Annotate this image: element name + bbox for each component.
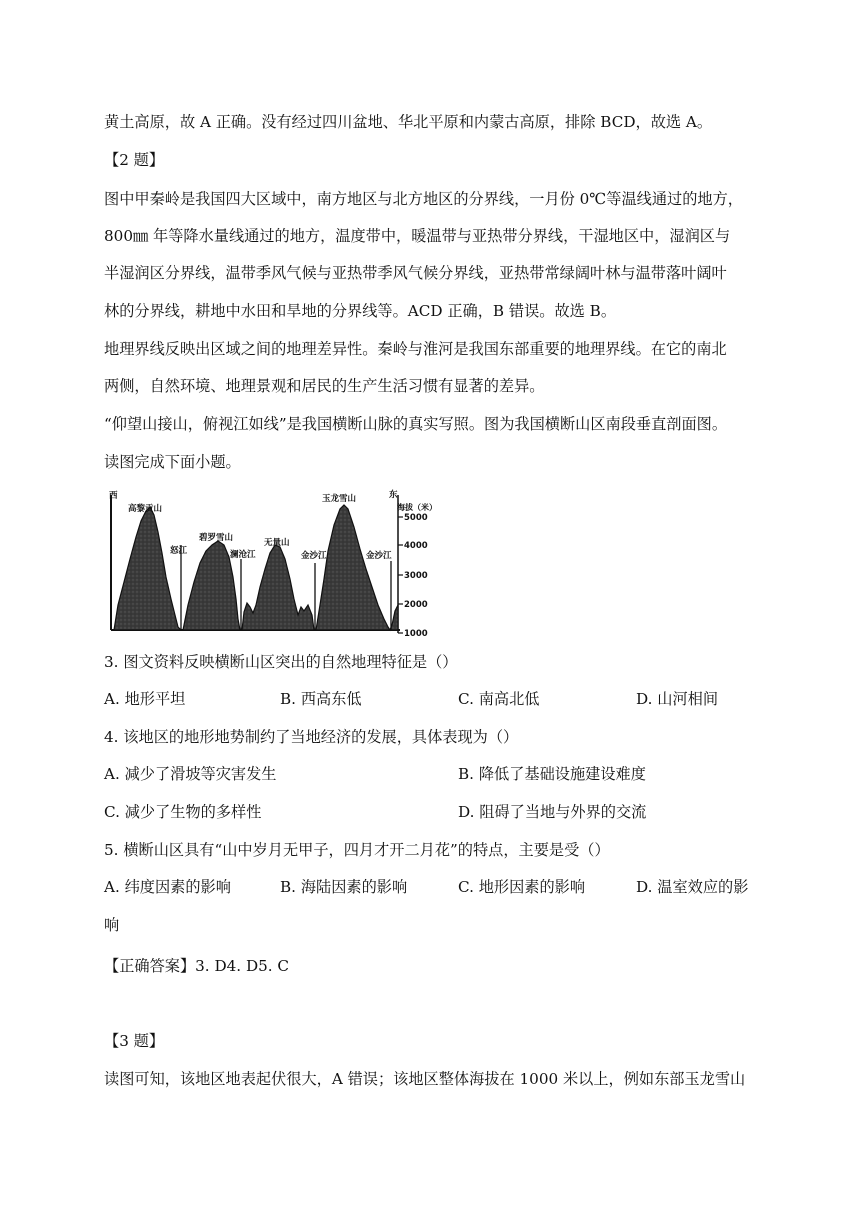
- question-4-option-d[interactable]: D. 阻碍了当地与外界的交流: [458, 803, 647, 821]
- paragraph-line: 800㎜ 年等降水量线通过的地方，温度带中，暖温带与亚热带分界线，干湿地区中，湿润区与: [104, 227, 731, 245]
- paragraph-line: 两侧，自然环境、地理景观和居民的生产生活习惯有显著的差异。: [104, 377, 545, 395]
- cross-section-figure: [108, 487, 456, 637]
- tick-label: 1000: [404, 629, 428, 637]
- correct-answer: 【正确答案】3. D4. D5. C: [104, 957, 290, 975]
- tick-label: 3000: [404, 571, 428, 581]
- river-label: 金沙江: [301, 551, 327, 561]
- paragraph-line: 读图完成下面小题。: [104, 453, 241, 471]
- river-label: 澜沧江: [230, 550, 256, 560]
- question-3-stem: 3. 图文资料反映横断山区突出的自然地理特征是（）: [104, 653, 458, 671]
- question-3-option-d[interactable]: D. 山河相间: [636, 690, 719, 708]
- paragraph-line: 半湿润区分界线，温带季风气候与亚热带季风气候分界线，亚热带常绿阔叶林与温带落叶阔叶: [104, 264, 727, 282]
- question-5-option-a[interactable]: A. 纬度因素的影响: [104, 878, 231, 896]
- paragraph-line: 读图可知，该地区地表起伏很大，A 错误；该地区整体海拔在 1000 米以上，例如东部玉龙雪山: [104, 1070, 746, 1088]
- paragraph-line: 地理界线反映出区域之间的地理差异性。秦岭与淮河是我国东部重要的地理界线。在它的南北: [104, 340, 727, 358]
- river-label: 怒江: [170, 546, 188, 556]
- west-label: 西: [109, 491, 118, 501]
- section-heading-q3: 【3 题】: [104, 1032, 165, 1050]
- question-5-option-c[interactable]: C. 地形因素的影响: [458, 878, 586, 896]
- question-5-option-d[interactable]: D. 温室效应的影: [636, 878, 749, 896]
- question-4-option-a[interactable]: A. 减少了滑坡等灾害发生: [104, 765, 277, 783]
- question-3-option-b[interactable]: B. 西高东低: [280, 690, 362, 708]
- question-5-option-d-wrap: 响: [104, 916, 120, 934]
- question-5-stem: 5. 横断山区具有“山中岁月无甲子，四月才开二月花”的特点，主要是受（）: [104, 841, 610, 859]
- paragraph-line: “仰望山接山，俯视江如线”是我国横断山脉的真实写照。图为我国横断山区南段垂直剖面图。: [104, 415, 728, 433]
- tick-label: 2000: [404, 600, 428, 610]
- mountain-label: 玉龙雪山: [322, 494, 357, 504]
- mountain-label: 高黎贡山: [128, 504, 163, 514]
- tick-label: 4000: [404, 541, 428, 551]
- question-4-stem: 4. 该地区的地形地势制约了当地经济的发展，具体表现为（）: [104, 728, 519, 746]
- terrain-profile: [114, 505, 398, 630]
- question-3-option-c[interactable]: C. 南高北低: [458, 690, 540, 708]
- question-3-option-a[interactable]: A. 地形平坦: [104, 690, 186, 708]
- question-4-option-c[interactable]: C. 减少了生物的多样性: [104, 803, 262, 821]
- mountain-label: 无量山: [264, 538, 290, 548]
- question-4-option-b[interactable]: B. 降低了基础设施建设难度: [458, 765, 646, 783]
- river-label: 金沙江: [366, 551, 392, 561]
- mountain-label: 碧罗雪山: [199, 533, 234, 543]
- paragraph-line: 林的分界线，耕地中水田和旱地的分界线等。ACD 正确，B 错误。故选 B。: [104, 302, 617, 320]
- paragraph-line: 图中甲秦岭是我国四大区域中，南方地区与北方地区的分界线，一月份 0℃等温线通过的地方，: [104, 190, 743, 208]
- paragraph-line: 黄土高原，故 A 正确。没有经过四川盆地、华北平原和内蒙古高原，排除 BCD，故选 A。: [104, 113, 713, 131]
- altitude-label: 海拔（米）: [397, 503, 437, 512]
- question-5-option-b[interactable]: B. 海陆因素的影响: [280, 878, 408, 896]
- east-label: 东: [389, 490, 398, 500]
- section-heading-q2: 【2 题】: [104, 151, 165, 169]
- tick-label: 5000: [404, 513, 428, 523]
